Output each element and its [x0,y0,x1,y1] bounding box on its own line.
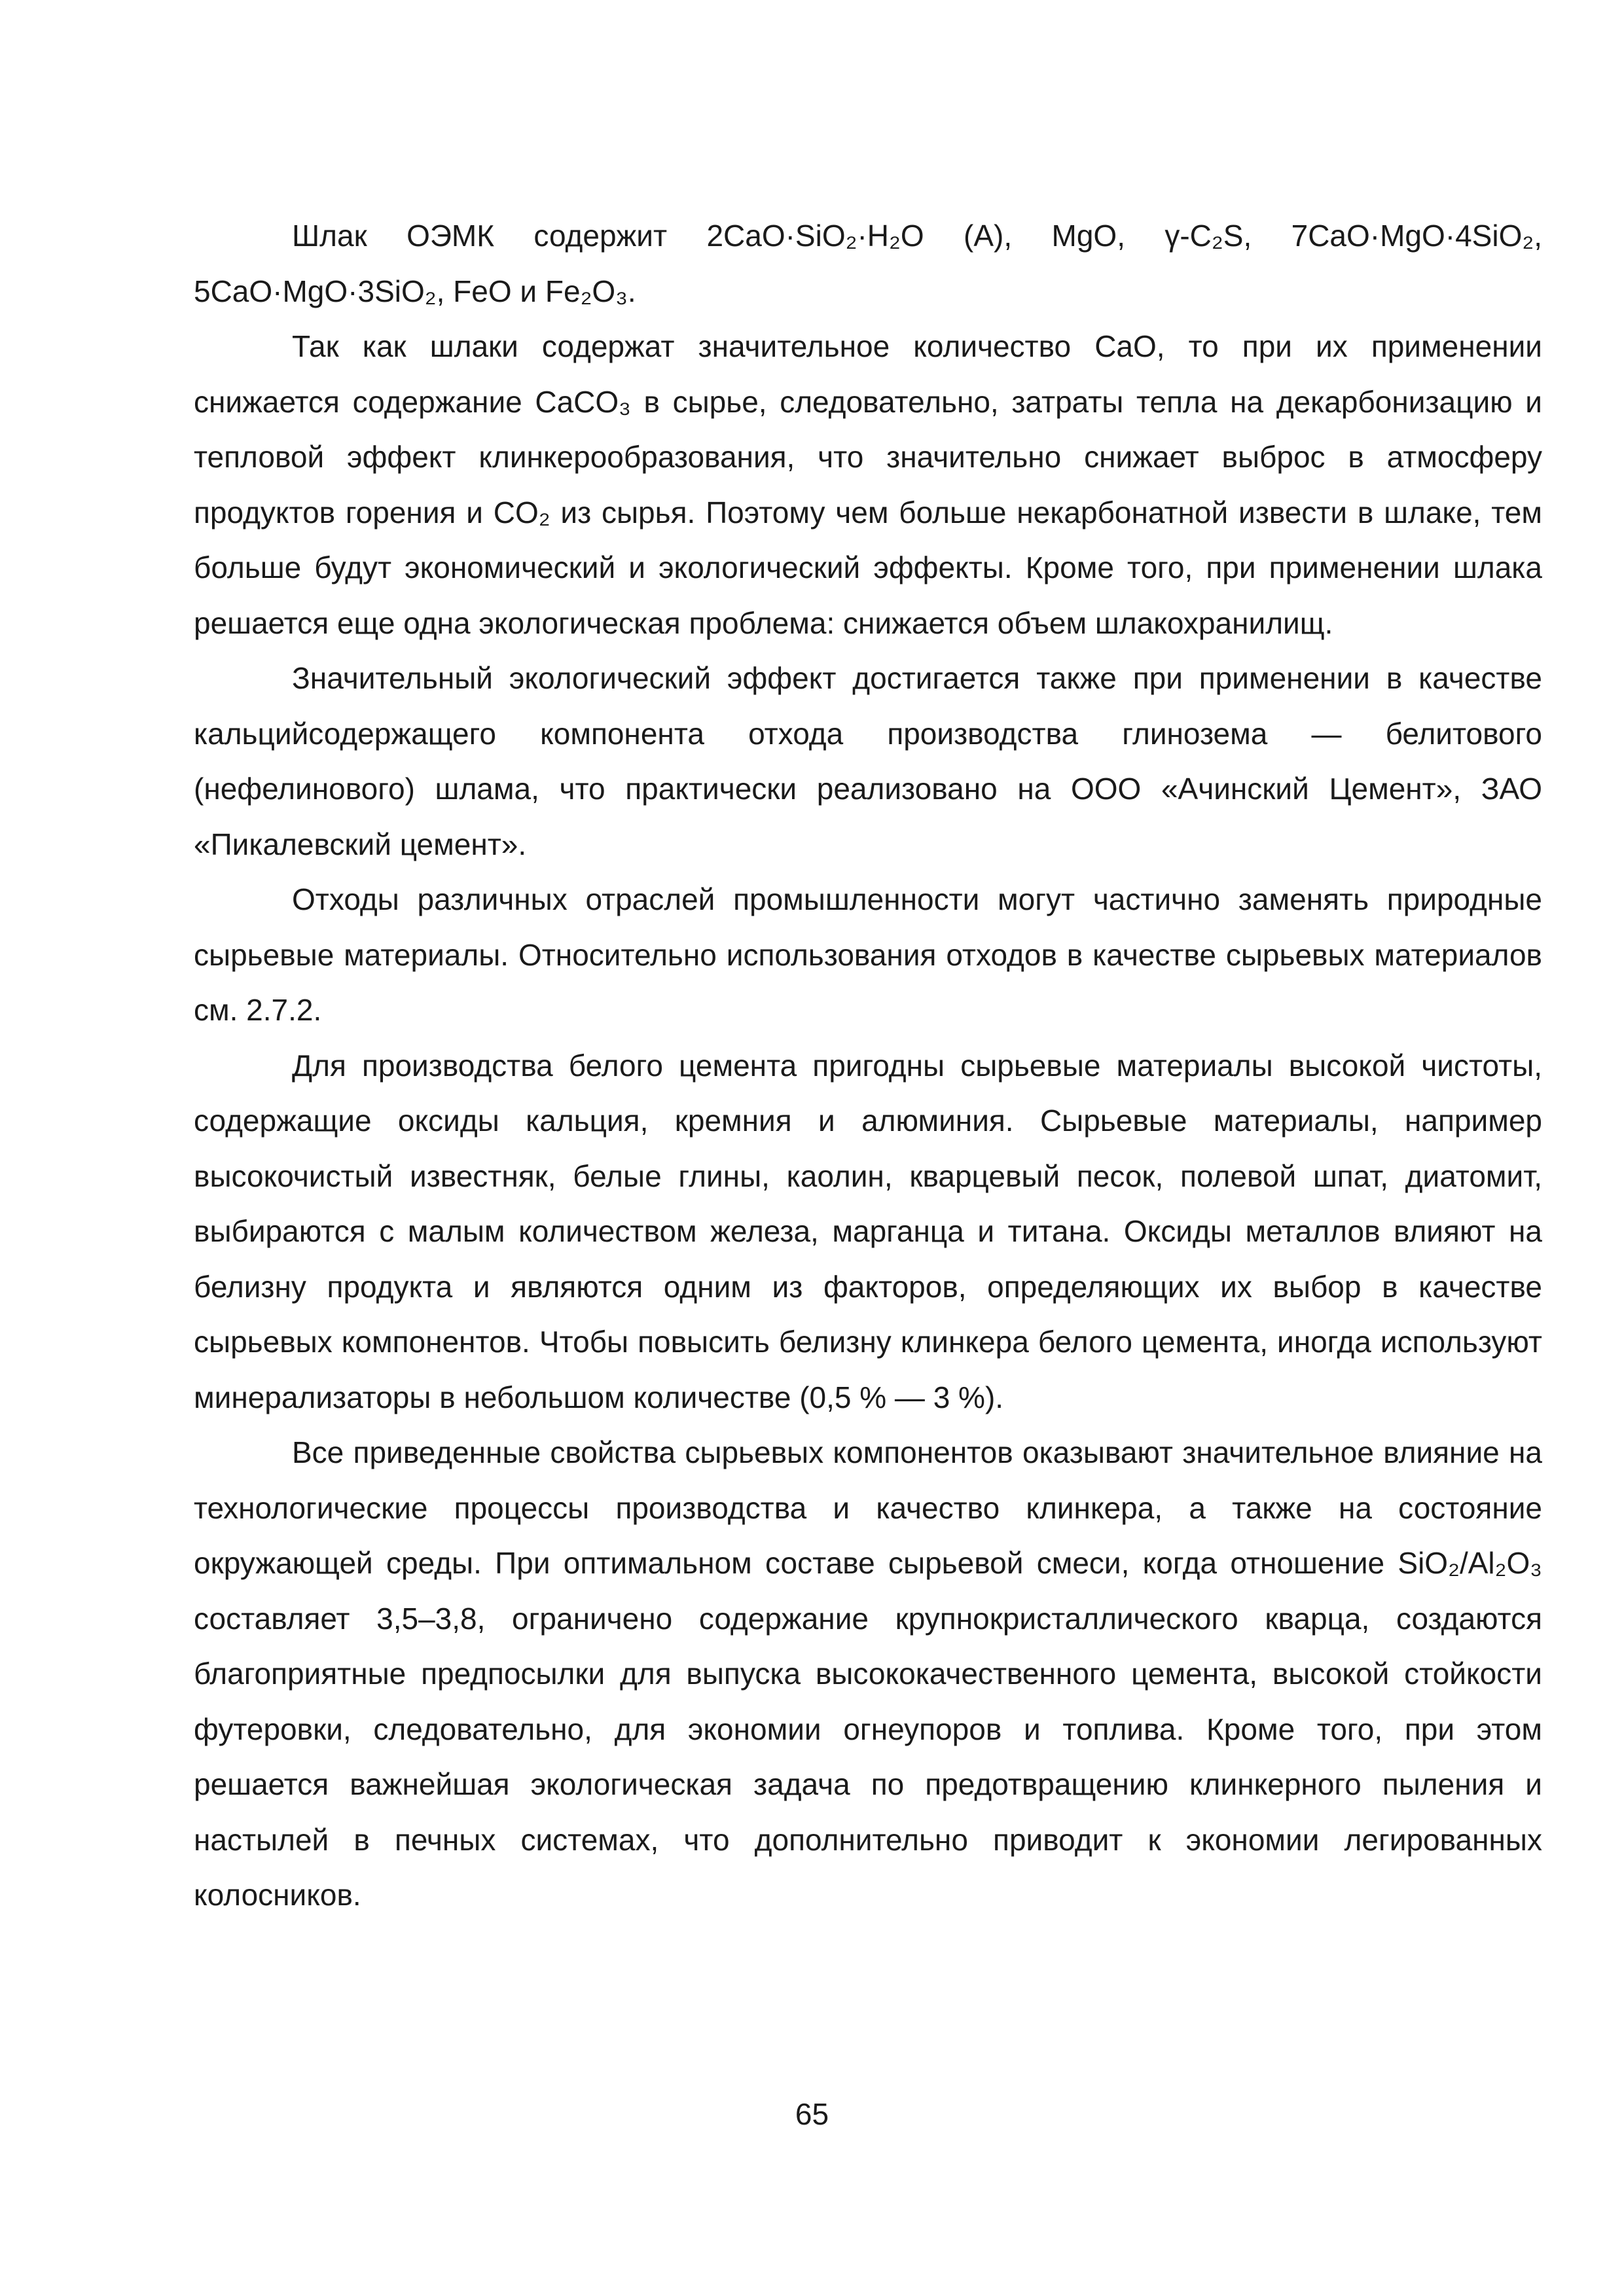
paragraph-ecological-effect: Значительный экологический эффект достигается также при применении в качестве кальцийсодержащего компонента отхода производства глинозема — белитового (нефелинового) шлама, что практически реализовано на ООО «Ачинский Цемент», ЗАО «Пикалевский цемент». [194,661,1542,861]
paragraph-slag-composition: Шлак ОЭМК содержит 2CaO·SiO₂·H₂O (A), MgO, γ-C₂S, 7CaO·MgO·4SiO₂, 5CaO·MgO·3SiO₂, FeO и Fe₂O₃. [194,219,1542,308]
paragraph-industrial-waste: Отходы различных отраслей промышленности могут частично заменять природные сырьевые материалы. Относительно использования отходов в качестве сырьевых материалов см. 2.7.2. [194,882,1542,1027]
paragraph-raw-properties: Все приведенные свойства сырьевых компонентов оказывают значительное влияние на технологические процессы производства и качество клинкера, а также на состояние окружающей среды. При оптимальном составе сырьевой смеси, когда отношение SiO₂/Al₂O₃ составляет 3,5–3,8, ограничено содержание крупнокристаллического кварца, создаются благоприятные предпосылки для выпуска высококачественного цемента, высокой стойкости футеровки, следовательно, для экономии огнеупоров и топлива. Кроме того, при этом решается важнейшая экологическая задача по предотвращению клинкерного пыления и настылей в печных системах, что дополнительно приводит к экономии легированных колосников. [194,1435,1542,1912]
paragraph-cao-effect: Так как шлаки содержат значительное количество CaO, то при их применении снижается содержание CaCO₃ в сырье, следовательно, затраты тепла на декарбонизацию и тепловой эффект клинкерообразования, что значительно снижает выброс в атмосферу продуктов горения и CO₂ из сырья. Поэтому чем больше некарбонатной извести в шлаке, тем больше будут экономический и экологический эффекты. Кроме того, при применении шлака решается еще одна экологическая проблема: снижается объем шлакохранилищ. [194,329,1542,640]
page-number: 65 [795,2097,829,2131]
paragraph-white-cement: Для производства белого цемента пригодны сырьевые материалы высокой чистоты, содержащие оксиды кальция, кремния и алюминия. Сырьевые материалы, например высокочистый известняк, белые глины, каолин, кварцевый песок, полевой шпат, диатомит, выбираются с малым количеством железа, марганца и титана. Оксиды металлов влияют на белизну продукта и являются одним из факторов, определяющих их выбор в качестве сырьевых компонентов. Чтобы повысить белизну клинкера белого цемента, иногда используют минерализаторы в небольшом количестве (0,5 % — 3 %). [194,1048,1542,1414]
page-body [194,208,1542,1923]
